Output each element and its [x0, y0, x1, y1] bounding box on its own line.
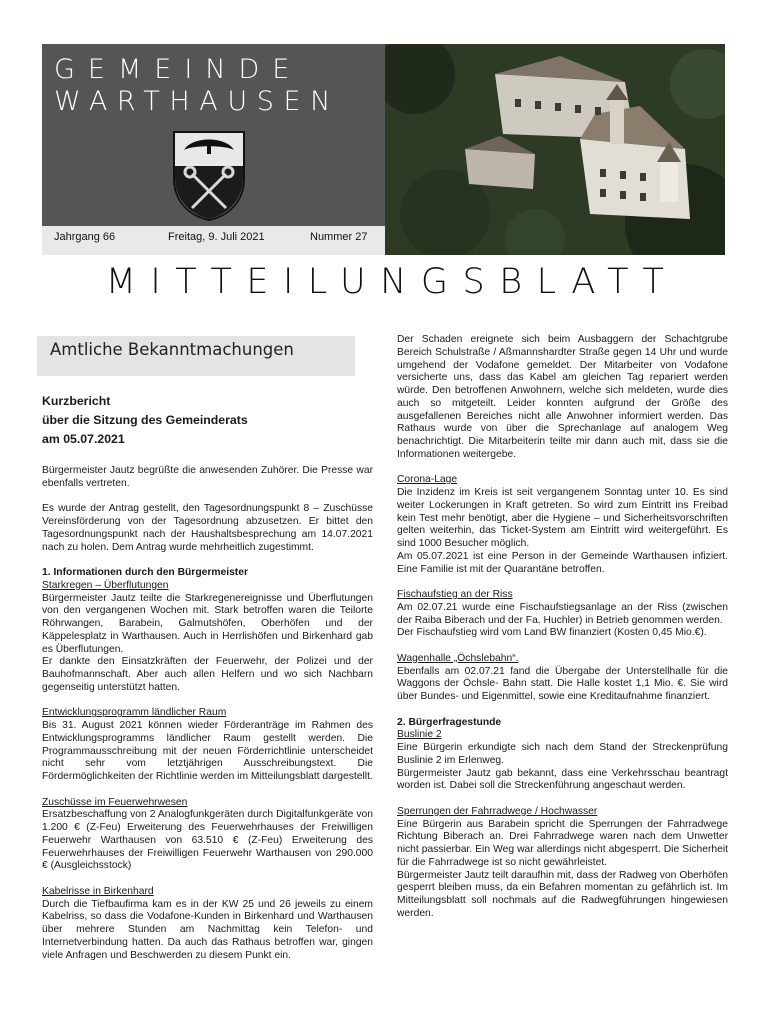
municipality-title-line1: GEMEINDE: [54, 54, 303, 85]
topic-title: Entwicklungsprogramm ländlicher Raum: [42, 707, 227, 719]
paragraph: Der Fischaufstieg wird vom Land BW finanziert (Kosten 0,45 Mio.€).: [397, 627, 707, 639]
subsection-heading: 1. Informationen durch den Bürgermeister: [42, 567, 248, 578]
paragraph: Bürgermeister Jautz teilte die Starkregenereignisse und Überflutungen von den vergangenen Wochen mit. Stark betroffen waren die Teilorte Röhrwangen, Barabein, Galmutshöfen, Oberhöfen und der Käppelesplatz in Warthausen. Auch in Herrlishöfen und Birkenhard gab es Überflutungen.: [42, 592, 373, 655]
paragraph: Bürgermeister Jautz gab bekannt, dass eine Verkehrsschau beantragt worden ist. Dabei soll die Streckenführung angeschaut werden.: [397, 767, 728, 792]
paragraph: Bis 31. August 2021 können wieder Förderanträge im Rahmen des Entwicklungsprogramms ländlicher Raum gestellt werden. Die Programmausschreibung mit der neuen Förderrichtlinie unterscheidet nicht sehr vom letztjährigen Ausschreibungstext. Die Fördermöglichkeiten der Richtlinie werden im Mitteilungsblatt dargestellt.: [42, 720, 373, 782]
topic-title: Buslinie 2: [397, 729, 442, 741]
masthead: [42, 44, 725, 255]
report-heading: [42, 392, 373, 449]
issue-date: Freitag, 9. Juli 2021: [168, 231, 265, 243]
topic-title: Kabelrisse in Birkenhard: [42, 885, 154, 897]
paragraph: Der Schaden ereignete sich beim Ausbaggern der Schachtgrube Bereich Schulstraße / Aßmannshardter Straße gegen 14 Uhr und wurde umgehend der Vodafone gemeldet. Der Mitarbeiter von Vodafone versicherte uns, dass das Kabel am gleichen Tag repariert werden würde. Den betroffenen Anwohnern, welche sich meldeten, wurde dies auch so mitgeteilt. Leider konnten aufgrund der Größe des ausgefallenen Bereiches nicht alle Anwohner informiert werden. Das Rathaus wurde von über die Sprechanlage auf analogem Weg benachrichtigt. Die Mitarbeiterin teilte mir dann auch mit, dass sie die Informationen weitergebe.: [397, 334, 728, 460]
report-heading-line: am 05.07.2021: [42, 432, 125, 446]
paragraph: Durch die Tiefbaufirma kam es in der KW 25 und 26 jeweils zu einem Kabelriss, so dass die Vodafone-Kunden in Birkenhard und Warthausen über mehrere Stunden am Nachmittag kein Telefon- und Internetverbindung hatten. Da auch das Rathaus betroffen war, gingen viele Anfragen und Beschwerden zu diesem Punkt ein.: [42, 898, 373, 961]
topic-title: Corona-Lage: [397, 474, 458, 486]
paragraph: Eine Bürgerin erkundigte sich nach dem Stand der Streckenprüfung Buslinie 2 im Erlenweg.: [397, 742, 728, 766]
castle-aerial-photo: [385, 44, 725, 255]
topic-title: Zuschüsse im Feuerwehrwesen: [42, 796, 188, 808]
paragraph: Ersatzbeschaffung von 2 Analogfunkgeräten durch Digitalfunkgeräte von 1.200 € (Z-Feu) Erweiterung des Feuerwehrhauses der Freiwilligen Feuerwehr Warthausen von 63.510 € (Z-Feu) Erweiterung des Feuerwehrhauses der Freiwilligen Feuerwehr Warthausen von 290.000 € (Ausgleichsstock): [42, 809, 373, 872]
paragraph: Eine Bürgerin aus Barabein spricht die Sperrungen der Fahrradwege Richtung Biberach an. Drei Fahrradwege waren nach dem Unwetter nicht passierbar. Ein Weg war allerdings nicht abgesperrt. Die Sicherheit für die Fahrradwege ist so nicht gewährleistet.: [397, 818, 728, 868]
section-title: Amtliche Bekanntmachungen: [50, 340, 294, 359]
paragraph: Bürgermeister Jautz teilt daraufhin mit, dass der Radweg von Oberhöfen gesperrt bleiben muss, da ein Befahren momentan zu gefährlich ist. Im Mitteilungsblatt soll nochmals auf die Radwegführungen hingewiesen werden.: [397, 869, 728, 919]
paragraph: Es wurde der Antrag gestellt, den Tagesordnungspunkt 8 – Zuschüsse Vereinsförderung von der Tagesordnung abzusetzen. Er bittet den Tagesordnungspunkt nach der Haushaltsbesprechung am 14.07.2021 nach zu holen. Dem Antrag wurde mehrheitlich zugestimmt.: [42, 503, 373, 553]
left-column: [42, 336, 373, 962]
paragraph: Ebenfalls am 02.07.21 fand die Übergabe der Unterstellhalle für die Waggons der Öchsle- Bahn statt. Die Halle kostet 1,1 Mio. €. Sie wird über Bundes- und Eigenmittel, sowie eine Kreditaufnahme finanziert.: [397, 665, 728, 702]
paragraph: Am 05.07.2021 ist eine Person in der Gemeinde Warthausen infiziert. Eine Familie ist mit der Quarantäne betroffen.: [397, 550, 728, 575]
subsection-heading: 2. Bürgerfragestunde: [397, 716, 502, 728]
topic-title: Wagenhalle „Öchslebahn“.: [397, 652, 519, 664]
report-heading-line: über die Sitzung des Gemeinderats: [42, 413, 248, 427]
masthead-grey-panel: [42, 44, 385, 255]
paragraph: Er dankte den Einsatzkräften der Feuerwehr, der Polizei und der Bauhofmannschaft. Aber auch allen Helfern und wo sich Nachbarn gegenseitig unterstützt hatten.: [42, 656, 373, 693]
intro-paragraph: Bürgermeister Jautz begrüßte die anwesenden Zuhörer. Die Presse war ebenfalls vertreten.: [42, 465, 373, 489]
section-header-box: [37, 336, 355, 376]
topic-title: Fischaufstieg an der Riss: [397, 589, 513, 600]
topic-title: Starkregen – Überflutungen: [42, 579, 169, 591]
right-column: [397, 334, 728, 921]
paragraph: Am 02.07.21 wurde eine Fischaufstiegsanlage an der Riss (zwischen der Raiba Biberach und der Fa. Huchler) in Betrieb genommen werden.: [397, 601, 728, 626]
report-heading-line: Kurzbericht: [42, 394, 111, 408]
issue-number: Nummer 27: [310, 231, 368, 243]
masthead-title: MITTEILUNGSBLATT: [105, 262, 679, 302]
topic-title: Sperrungen der Fahrradwege / Hochwasser: [397, 805, 598, 817]
municipality-title-line2: WARTHAUSEN: [54, 86, 340, 117]
volume-label: Jahrgang 66: [54, 231, 116, 243]
coat-of-arms-icon: [170, 128, 248, 222]
issue-info-bar: [42, 226, 385, 255]
paragraph: Die Inzidenz im Kreis ist seit vergangenem Sonntag unter 10. Es sind weiter Lockerungen in Kraft getreten. So wird zum Eintritt ins Freibad kein Test mehr benötigt, aber die Hygiene – und Sicherheitsvorschriften gelten weiterhin, das Ticket-System am Eintritt wird weitergeführt. Es sind 1000 Besucher möglich.: [397, 487, 728, 549]
